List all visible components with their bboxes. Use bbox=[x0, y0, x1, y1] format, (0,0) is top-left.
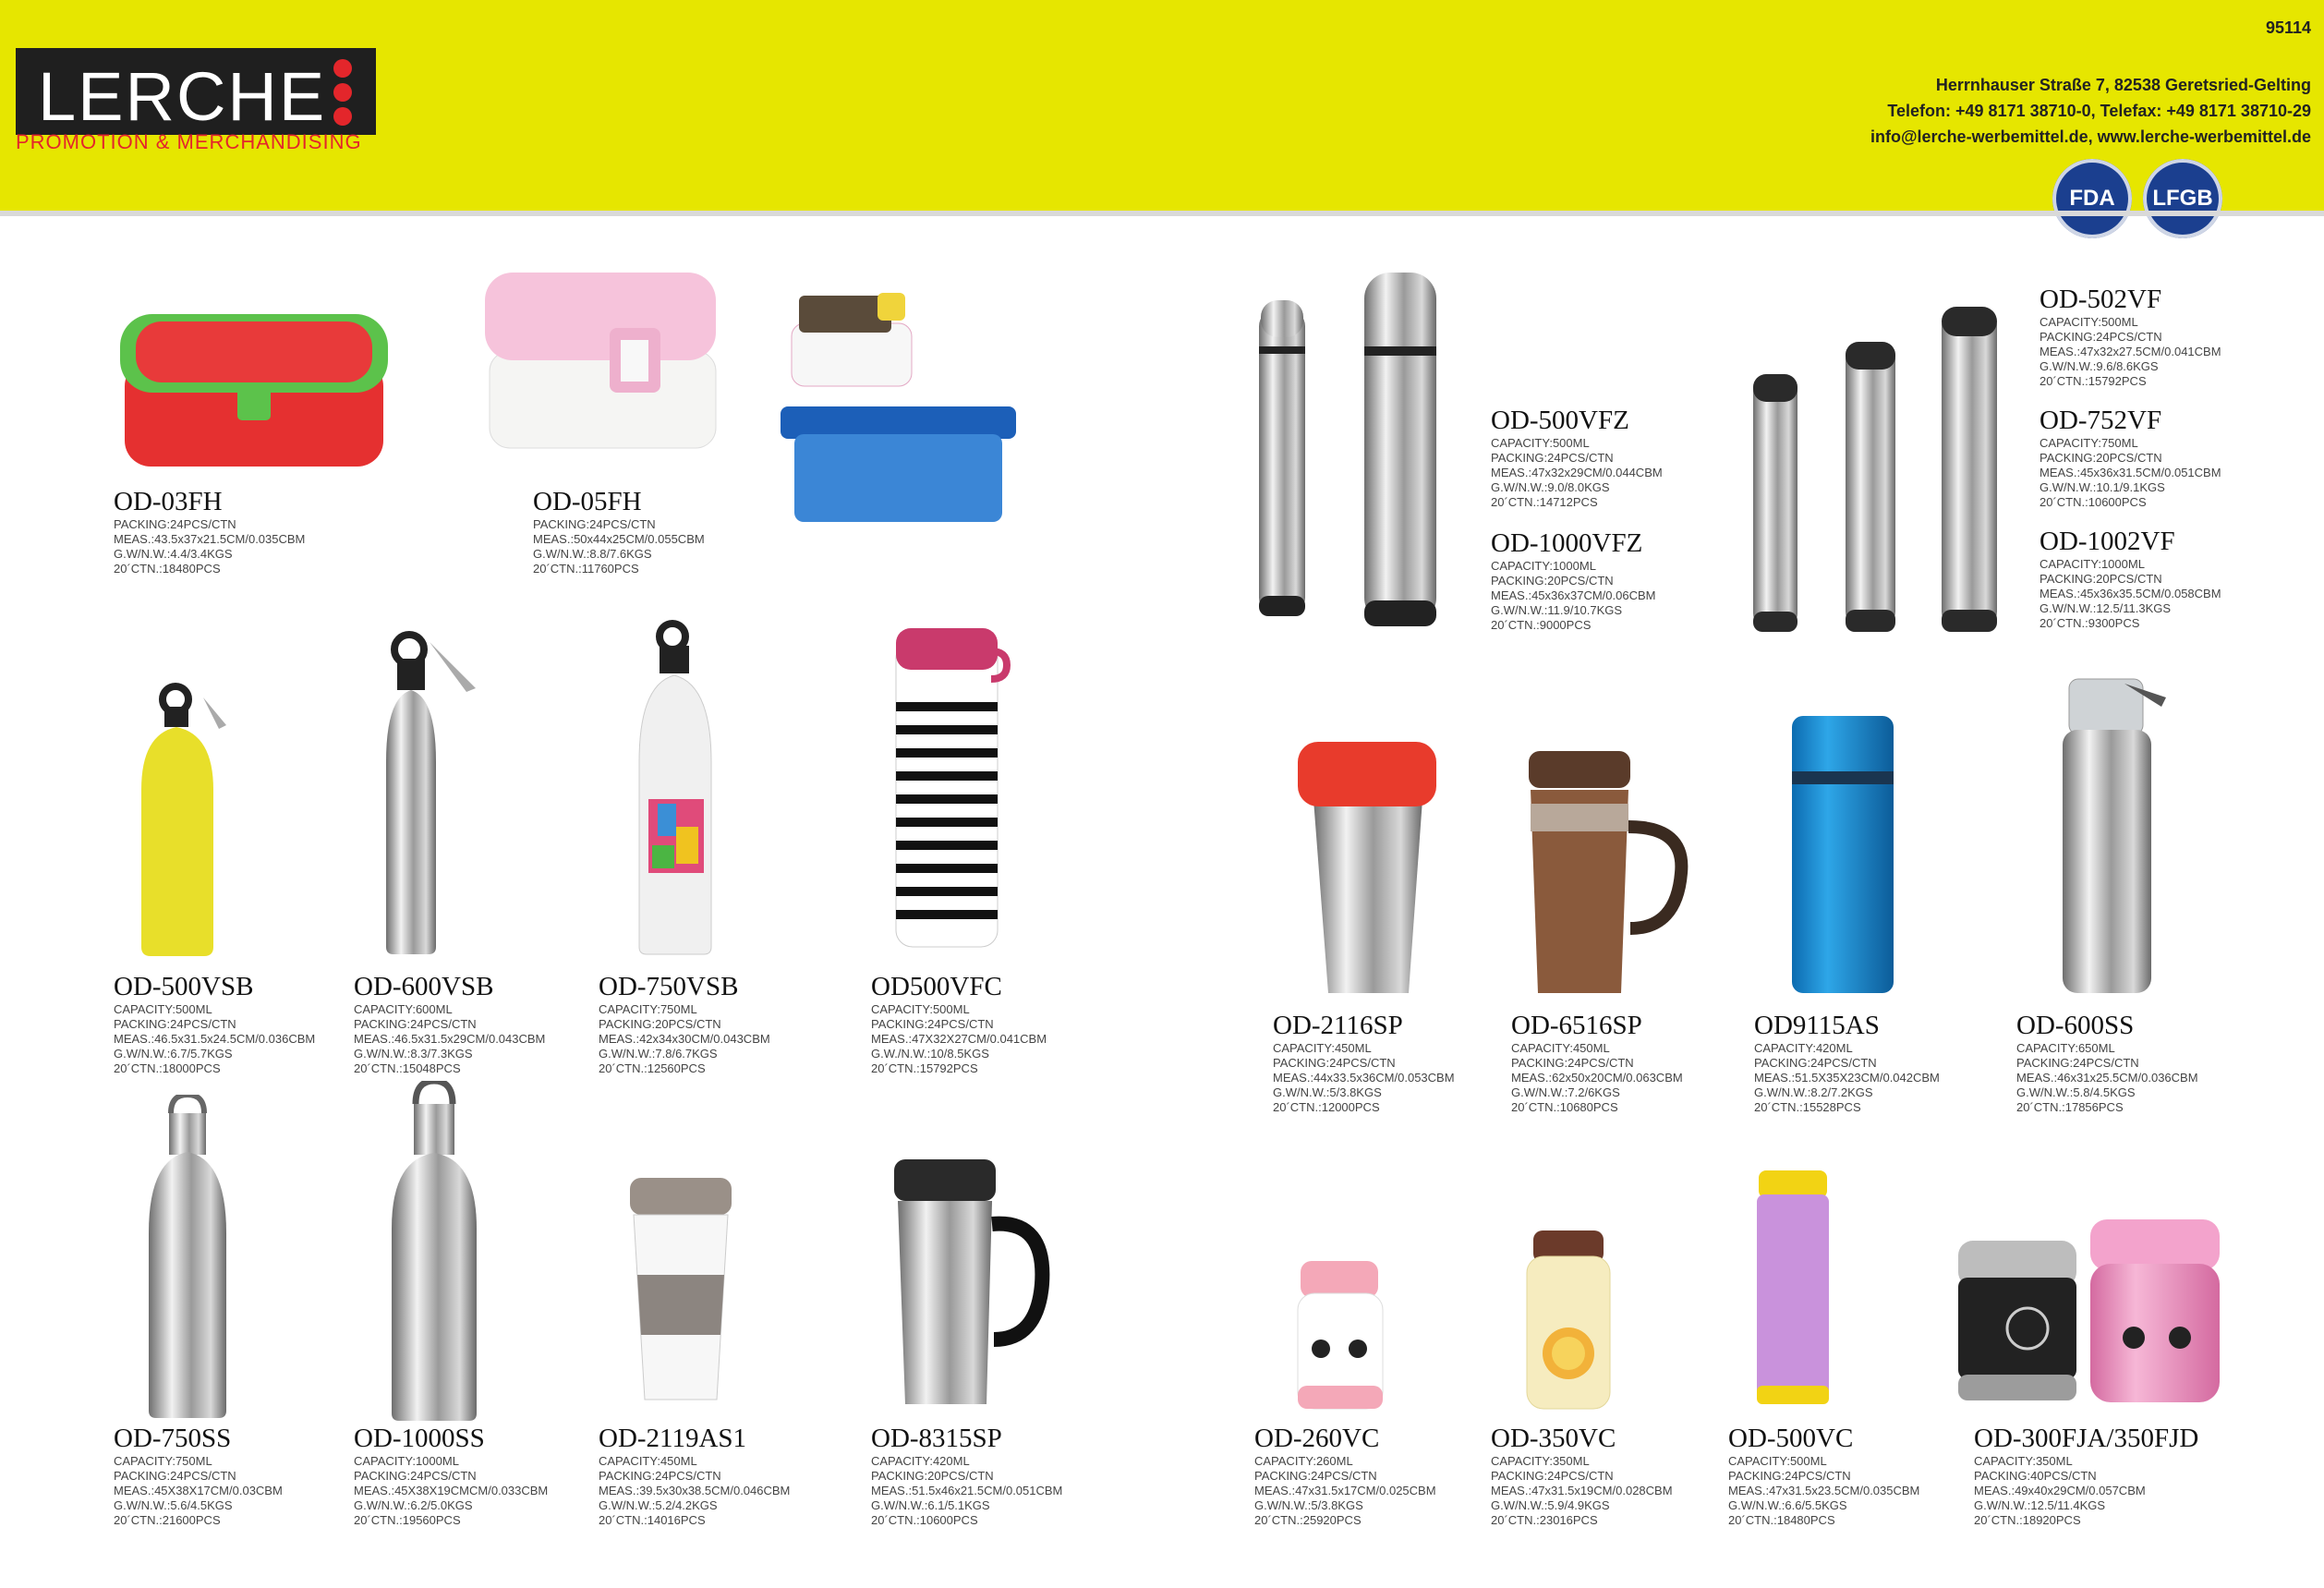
product-od500vfc bbox=[871, 973, 1047, 1076]
lunchbox-set-image bbox=[781, 282, 1021, 531]
product-od-750ss bbox=[114, 1424, 283, 1528]
coffee-cup-image bbox=[621, 1173, 741, 1404]
product-od-600vsb bbox=[354, 973, 545, 1076]
black-travel-mug-image bbox=[885, 1155, 1051, 1413]
header-divider bbox=[0, 211, 2324, 216]
web-contact: info@lerche-werbemittel.de, www.lerche-werbemittel.de bbox=[1870, 127, 2311, 146]
product-specs: CAPACITY:260ML PACKING:24PCS/CTN MEAS.:47x31.5x17CM/0.025CBM G.W/N.W.:5/3.8KGS 20´CTN.:25920PCS bbox=[1254, 1454, 1436, 1527]
logo-dot-icon bbox=[333, 59, 352, 78]
product-od-260vc bbox=[1254, 1424, 1436, 1528]
product-specs: CAPACITY:750ML PACKING:24PCS/CTN MEAS.:45X38X17CM/0.03CBM G.W/N.W.:5.6/4.5KGS 20´CTN.:21600PCS bbox=[114, 1454, 283, 1527]
product-od-750vsb bbox=[599, 973, 770, 1076]
product-specs: CAPACITY:1000ML PACKING:20PCS/CTN MEAS.:45x36x37CM/0.06CBM G.W/N.W.:11.9/10.7KGS 20´CTN.:9000PCS bbox=[1491, 559, 1656, 632]
product-od-500vsb bbox=[114, 973, 315, 1076]
product-specs: CAPACITY:450ML PACKING:24PCS/CTN MEAS.:44x33.5x36CM/0.053CBM G.W/N.W.:5/3.8KGS 20´CTN.:12000PCS bbox=[1273, 1041, 1455, 1114]
product-specs: CAPACITY:1000ML PACKING:24PCS/CTN MEAS.:45X38X19CMCM/0.033CBM G.W/N.W.:6.2/5.0KGS 20´CTN.:19560PCS bbox=[354, 1454, 549, 1527]
logo-dot-icon bbox=[333, 107, 352, 126]
phone: Telefon: +49 8171 38710-0, Telefax: +49 8171 38710-29 bbox=[1887, 102, 2311, 120]
product-od-1000vfz bbox=[1491, 529, 1655, 633]
flip-lid-bottle-image bbox=[2055, 674, 2175, 998]
lion-bottle-image bbox=[1522, 1229, 1624, 1413]
header-band bbox=[0, 0, 2324, 211]
product-od-600ss bbox=[2016, 1012, 2198, 1115]
product-od-1002vf bbox=[2040, 527, 2221, 631]
lfgb-seal: LFGB bbox=[2143, 159, 2222, 238]
product-name: OD-600SS bbox=[2016, 1011, 2135, 1040]
lunchbox-pink-image bbox=[480, 268, 720, 453]
panda-bottle-white-image bbox=[1293, 1256, 1395, 1413]
product-specs: CAPACITY:420ML PACKING:20PCS/CTN MEAS.:51.5x46x21.5CM/0.051CBM G.W/N.W.:6.1/5.1KGS 20´CTN.:10600PCS bbox=[871, 1454, 1063, 1527]
address: Herrnhauser Straße 7, 82538 Geretsried-Gelting bbox=[1935, 76, 2311, 94]
purple-bottle-image bbox=[1753, 1169, 1836, 1409]
product-od-500vfz bbox=[1491, 406, 1663, 510]
product-name: OD-1002VF bbox=[2040, 527, 2175, 556]
product-name: OD-05FH bbox=[533, 487, 642, 516]
product-specs: PACKING:24PCS/CTN MEAS.:43.5x37x21.5CM/0.035CBM G.W/N.W.:4.4/3.4KGS 20´CTN.:18480PCS bbox=[114, 517, 306, 576]
product-specs: CAPACITY:450ML PACKING:24PCS/CTN MEAS.:62x50x20CM/0.063CBM G.W/N.W.:7.2/6KGS 20´CTN.:10680PCS bbox=[1511, 1041, 1683, 1114]
brand-logo bbox=[16, 48, 376, 135]
product-name: OD-260VC bbox=[1254, 1424, 1380, 1453]
vacuum-flask-pair-image bbox=[1252, 263, 1492, 633]
product-specs: CAPACITY:350ML PACKING:40PCS/CTN MEAS.:49x40x29CM/0.057CBM G.W/N.W.:12.5/11.4KGS 20´CTN.:18920PCS bbox=[1974, 1454, 2146, 1527]
striped-flask-image bbox=[891, 614, 1011, 956]
product-specs: CAPACITY:500ML PACKING:24PCS/CTN MEAS.:47X32X27CM/0.041CBM G.W./N.W.:10/8.5KGS 20´CTN.:15792PCS bbox=[871, 1002, 1047, 1075]
steel-bottle-image bbox=[379, 624, 490, 956]
product-name: OD-350VC bbox=[1491, 1424, 1616, 1453]
product-name: OD-600VSB bbox=[354, 972, 494, 1001]
food-jar-pair-image bbox=[1954, 1218, 2231, 1421]
product-name: OD-750SS bbox=[114, 1424, 232, 1453]
product-name: OD-1000SS bbox=[354, 1424, 485, 1453]
brand-tagline: PROMOTION & MERCHANDISING bbox=[16, 130, 362, 153]
logo-dot-icon bbox=[333, 83, 352, 102]
product-name: OD9115AS bbox=[1754, 1011, 1880, 1040]
lunchbox-red-image bbox=[115, 305, 393, 476]
product-name: OD-752VF bbox=[2040, 406, 2162, 435]
product-specs: CAPACITY:500ML PACKING:24PCS/CTN MEAS.:47x32x29CM/0.044CBM G.W/N.W.:9.0/8.0KGS 20´CTN.:14712PCS bbox=[1491, 436, 1663, 509]
product-od-03fh bbox=[114, 488, 305, 576]
product-od9115as bbox=[1754, 1012, 1940, 1115]
product-od-300fja-350fjd bbox=[1974, 1424, 2198, 1528]
product-od-1000ss bbox=[354, 1424, 548, 1528]
product-specs: CAPACITY:750ML PACKING:20PCS/CTN MEAS.:45x36x31.5CM/0.051CBM G.W/N.W.:10.1/9.1KGS 20´CTN.:10600PCS bbox=[2040, 436, 2221, 509]
product-specs: CAPACITY:650ML PACKING:24PCS/CTN MEAS.:46x31x25.5CM/0.036CBM G.W/N.W.:5.8/4.5KGS 20´CTN.:17856PCS bbox=[2016, 1041, 2198, 1114]
product-specs: CAPACITY:350ML PACKING:24PCS/CTN MEAS.:47x31.5x19CM/0.028CBM G.W/N.W.:5.9/4.9KGS 20´CTN.:23016PCS bbox=[1491, 1454, 1673, 1527]
product-od-752vf bbox=[2040, 406, 2221, 510]
product-od-2119as1 bbox=[599, 1424, 790, 1528]
product-name: OD-500VSB bbox=[114, 972, 254, 1001]
product-name: OD-03FH bbox=[114, 487, 223, 516]
product-name: OD-1000VFZ bbox=[1491, 528, 1643, 558]
product-name: OD-2116SP bbox=[1273, 1011, 1403, 1040]
product-name: OD-502VF bbox=[2040, 285, 2162, 314]
product-od-502vf bbox=[2040, 285, 2221, 389]
product-specs: CAPACITY:500ML PACKING:24PCS/CTN MEAS.:46.5x31.5x24.5CM/0.036CBM G.W/N.W.:6.7/5.7KGS 20´CTN.:18000PCS bbox=[114, 1002, 316, 1075]
product-od-350vc bbox=[1491, 1424, 1673, 1528]
red-lid-tumbler-image bbox=[1293, 734, 1441, 1002]
fda-seal: FDA bbox=[2052, 159, 2132, 238]
product-name: OD-500VC bbox=[1728, 1424, 1854, 1453]
yellow-bottle-image bbox=[134, 679, 236, 956]
product-name: OD-2119AS1 bbox=[599, 1424, 747, 1453]
pureology-bottle-image bbox=[635, 614, 737, 956]
product-od-05fh bbox=[533, 488, 705, 576]
product-od-500vc bbox=[1728, 1424, 1919, 1528]
catalog-code: 95114 bbox=[2265, 18, 2311, 37]
product-name: OD-500VFZ bbox=[1491, 406, 1629, 435]
product-specs: CAPACITY:450ML PACKING:24PCS/CTN MEAS.:39.5x30x38.5CM/0.046CBM G.W/N.W.:5.2/4.2KGS 20´CTN.:14016PCS bbox=[599, 1454, 791, 1527]
product-specs: CAPACITY:420ML PACKING:24PCS/CTN MEAS.:51.5X35X23CM/0.042CBM G.W/N.W.:8.2/7.2KGS 20´CTN.:15528PCS bbox=[1754, 1041, 1940, 1114]
product-od-2116sp bbox=[1273, 1012, 1455, 1115]
steel-loop-bottle-image bbox=[143, 1095, 236, 1418]
steel-large-bottle-image bbox=[386, 1081, 488, 1423]
product-specs: CAPACITY:750ML PACKING:20PCS/CTN MEAS.:42x34x30CM/0.043CBM G.W/N.W.:7.8/6.7KGS 20´CTN.:12560PCS bbox=[599, 1002, 770, 1075]
product-specs: CAPACITY:600ML PACKING:24PCS/CTN MEAS.:46.5x31.5x29CM/0.043CBM G.W/N.W.:8.3/7.3KGS 20´CTN.:15048PCS bbox=[354, 1002, 546, 1075]
product-specs: CAPACITY:500ML PACKING:24PCS/CTN MEAS.:47x32x27.5CM/0.041CBM G.W/N.W.:9.6/8.6KGS 20´CTN.:15792PCS bbox=[2040, 315, 2221, 388]
product-specs: PACKING:24PCS/CTN MEAS.:50x44x25CM/0.055CBM G.W/N.W.:8.8/7.6KGS 20´CTN.:11760PCS bbox=[533, 517, 705, 576]
product-od-8315sp bbox=[871, 1424, 1062, 1528]
product-od-6516sp bbox=[1511, 1012, 1683, 1115]
brown-travel-mug-image bbox=[1510, 744, 1695, 1002]
blue-tumbler-image bbox=[1787, 711, 1898, 998]
product-name: OD-8315SP bbox=[871, 1424, 1002, 1453]
brand-name: LERCHE bbox=[38, 58, 327, 135]
product-name: OD-750VSB bbox=[599, 972, 739, 1001]
product-name: OD-300FJA/350FJD bbox=[1974, 1424, 2199, 1453]
vacuum-flask-trio-image bbox=[1744, 305, 2021, 637]
product-specs: CAPACITY:500ML PACKING:24PCS/CTN MEAS.:47x31.5x23.5CM/0.035CBM G.W/N.W.:6.6/5.5KGS 20´CTN.:18480PCS bbox=[1728, 1454, 1920, 1527]
product-name: OD500VFC bbox=[871, 972, 1002, 1001]
product-name: OD-6516SP bbox=[1511, 1011, 1642, 1040]
product-specs: CAPACITY:1000ML PACKING:20PCS/CTN MEAS.:45x36x35.5CM/0.058CBM G.W/N.W.:12.5/11.3KGS 20´CTN.:9300PCS bbox=[2040, 557, 2221, 630]
